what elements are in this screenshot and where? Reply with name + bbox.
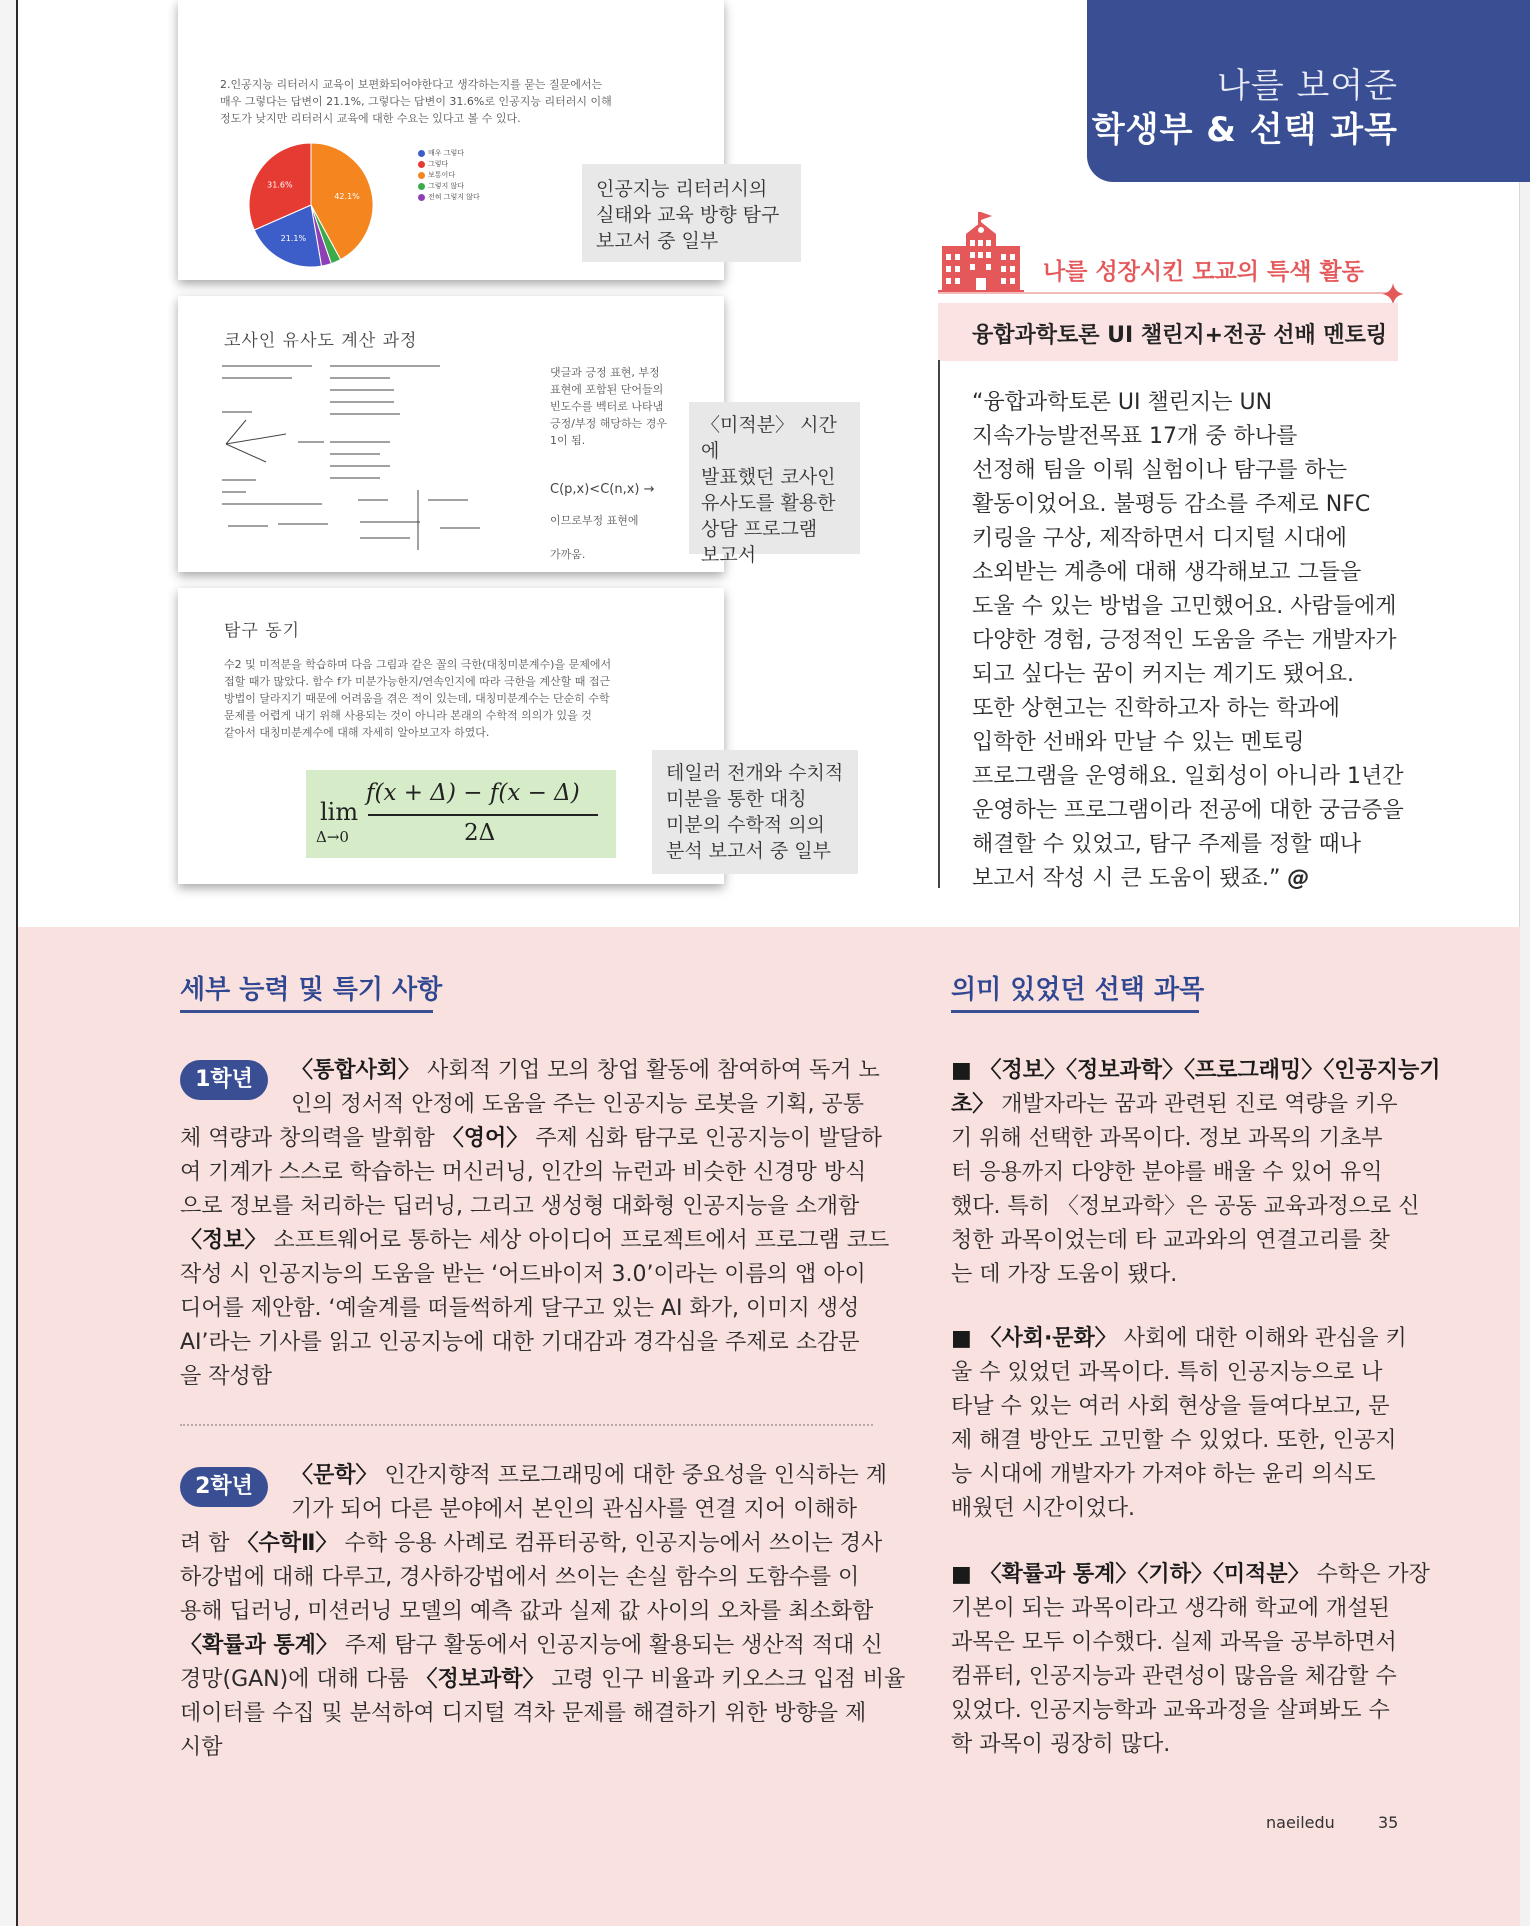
quote-line: [972, 862, 1432, 896]
text-line: [951, 1390, 1401, 1424]
text-line: [951, 1458, 1401, 1492]
text-segment: 학 과목이 굉장히 많다.: [951, 1732, 1171, 1757]
text-line: [951, 1224, 1401, 1258]
lim-subscript: Δ→0: [316, 828, 349, 846]
text-line: [180, 1190, 875, 1224]
sparkle-icon: [1382, 283, 1404, 305]
text-line: [951, 1694, 1401, 1728]
quote-line: 되고 싶다는 꿈이 커지는 계기도 됐어요.: [972, 662, 1354, 687]
text-segment: 으로 정보를 처리하는 딥러닝, 그리고 생성형 대화형 인공지능을 소개함: [180, 1194, 860, 1219]
legend-swatch: [418, 161, 425, 168]
caption-line: 발표했던 코사인: [701, 466, 836, 488]
text-line: [951, 1492, 1401, 1526]
year1-badge: 1학년: [180, 1060, 268, 1100]
legend-label: 그렇지 않다: [428, 182, 465, 190]
text-segment: 개발자라는 꿈과 관련된 진로 역량을 키우: [994, 1092, 1398, 1117]
caption-line: 보고서: [701, 544, 757, 566]
quote-line-text: 해결할 수 있었고, 탐구 주제를 정할 때나: [972, 832, 1361, 857]
header-line1: 나를 보여준: [1216, 66, 1398, 106]
caption-line: 상담 프로그램: [701, 518, 818, 540]
text-segment: 려 함: [180, 1531, 237, 1556]
text-segment: 있었다. 인공지능학과 교육과정을 살펴봐도 수: [951, 1698, 1390, 1723]
bold-segment: 〈확률과 통계〉: [180, 1633, 338, 1658]
text-line: [180, 1156, 875, 1190]
legend-label: 그렇다: [428, 160, 449, 168]
motive-text-line: 같아서 대칭미분계수에 대해 자세히 알아보고자 하였다.: [224, 726, 490, 739]
text-line: [180, 1224, 890, 1258]
motive-title: 탐구 동기: [224, 621, 301, 641]
cosine-note-line: 빈도수를 벡터로 나타냄: [550, 400, 664, 413]
text-segment: 체 역량과 창의력을 발휘함: [180, 1126, 442, 1151]
quote-line: 소외받는 계층에 대해 생각해보고 그들을: [972, 560, 1362, 585]
quote-line: 프로그램을 운영해요. 일회성이 아니라 1년간: [972, 764, 1404, 789]
text-segment: 기가 되어 다른 분야에서 본인의 관심사를 연결 지어 이해하: [291, 1497, 857, 1522]
legend-entry: [418, 148, 480, 159]
numerator: f(x + Δ) − f(x − Δ): [366, 780, 580, 806]
caption-line: 분석 보고서 중 일부: [666, 840, 831, 862]
survey-text-line: 정도가 낮지만 리터러시 교육에 대한 수요는 있다고 볼 수 있다.: [220, 112, 521, 125]
text-segment: 고령 인구 비율과 키오스크 입점 비율: [544, 1667, 906, 1692]
legend-swatch: [418, 194, 425, 201]
text-line: [180, 1054, 880, 1088]
year2-badge: 2학년: [180, 1467, 268, 1507]
text-segment: 울 수 있었던 과목이다. 특히 인공지능으로 나: [951, 1360, 1383, 1385]
quote-line: 지속가능발전목표 17개 중 하나를: [972, 424, 1298, 449]
pie-chart: [246, 140, 376, 270]
legend-swatch: [418, 172, 425, 179]
caption-line: 유사도를 활용한: [701, 492, 836, 514]
quote-line: 입학한 선배와 만날 수 있는 멘토링: [972, 730, 1305, 755]
handwritten-math: [218, 360, 548, 560]
text-line: [951, 1356, 1401, 1390]
text-segment: 주제 탐구 활동에서 인공지능에 활용되는 생산적 적대 신: [337, 1633, 883, 1658]
text-line: [951, 1660, 1401, 1694]
cosine-note-line: 긍정/부정 해당하는 경우: [550, 417, 667, 430]
motive-caption: [652, 750, 858, 874]
text-line: [180, 1258, 875, 1292]
text-segment: 과목은 모두 이수했다. 실제 과목을 공부하면서: [951, 1630, 1397, 1655]
subjects-title: 의미 있었던 선택 과목: [951, 975, 1205, 1005]
caption-line: 보고서 중 일부: [596, 230, 719, 252]
text-segment: 여 기계가 스스로 학습하는 머신러닝, 인간의 뉴런과 비슷한 신경망 방식: [180, 1160, 867, 1185]
motive-text-line: 접할 때가 많았다. 함수 f가 미분가능한지/연속인지에 따라 극한을 계산할 때 접근: [224, 675, 611, 688]
year1-record: [180, 1054, 890, 1394]
bold-segment: 〈정보〉: [180, 1228, 267, 1253]
section-header-tab: [1087, 0, 1530, 182]
text-segment: 데이터를 수집 및 분석하여 디지털 격차 문제를 해결하기 위한 방향을 제: [180, 1701, 867, 1726]
bold-segment: 〈정보과학〉: [415, 1667, 545, 1692]
limit-formula-box: [306, 770, 616, 858]
text-line: [180, 1527, 883, 1561]
text-segment: 는 데 가장 도움이 됐다.: [951, 1262, 1178, 1287]
text-segment: 주제 심화 탐구로 인공지능이 발달하: [528, 1126, 883, 1151]
quote-line: 다양한 경험, 긍정적인 도움을 주는 개발자가: [972, 628, 1397, 653]
bold-segment: 〈수학Ⅱ〉: [236, 1531, 338, 1556]
dotted-divider: [180, 1424, 873, 1426]
page-edge: [1519, 0, 1530, 1926]
text-segment: 시함: [180, 1735, 223, 1760]
school-building-icon: [938, 212, 1024, 294]
text-segment: 타날 수 있는 여러 사회 현상을 들여다보고, 문: [951, 1394, 1390, 1419]
cosine-note-line: 댓글과 긍정 표현, 부정: [550, 366, 660, 379]
text-line: [951, 1322, 1407, 1356]
pie-data-label: 42.1%: [334, 191, 360, 201]
subject-block: [951, 1054, 1441, 1292]
legend-entry: [418, 181, 480, 192]
activity-subtitle: 융합과학토론 UI 챌린지+전공 선배 멘토링: [972, 323, 1388, 348]
cosine-formula: C(p,x)<C(n,x) →: [550, 482, 655, 497]
quote-line: “융합과학토론 UI 챌린지는 UN: [972, 390, 1273, 415]
motive-report-card: [178, 588, 724, 884]
quote-line-text: 보고서 작성 시 큰 도움이 됐죠.”: [972, 866, 1281, 891]
motive-text-line: 수2 및 미적분을 학습하며 다음 그림과 같은 꼴의 극한(대칭미분계수)을 문제에서: [224, 658, 612, 671]
survey-text-line: 2.인공지능 리터러시 교육이 보편화되어야한다고 생각하는지를 묻는 질문에서는: [220, 78, 603, 91]
bold-segment: 초〉: [951, 1092, 995, 1117]
pie-legend: [418, 148, 480, 203]
text-segment: 경망(GAN)에 대해 다룸: [180, 1667, 416, 1692]
text-line: [180, 1360, 875, 1394]
text-line: [951, 1424, 1401, 1458]
caption-line: 미분을 통한 대칭: [666, 788, 807, 810]
details-title: 세부 능력 및 특기 사항: [180, 975, 443, 1005]
caption-line: 〈미적분〉 시간에: [701, 414, 837, 462]
text-line: [951, 1592, 1401, 1626]
text-segment: 작성 시 인공지능의 도움을 받는 ‘어드바이저 3.0’이라는 이름의 앱 아이: [180, 1262, 866, 1287]
text-line: [180, 1595, 875, 1629]
legend-swatch: [418, 183, 425, 190]
subject-block: [951, 1322, 1407, 1526]
end-mark: @: [1287, 866, 1310, 891]
legend-label: 보통이다: [428, 171, 456, 179]
quote-line: 도울 수 있는 방법을 고민했어요. 사람들에게: [972, 594, 1397, 619]
survey-text: [220, 76, 720, 127]
text-line: [180, 1561, 875, 1595]
cosine-note2: 이므로부정 표현에: [550, 514, 639, 527]
subjects-underline: [951, 1010, 1199, 1013]
text-line: [951, 1558, 1430, 1592]
pie-data-label: 21.1%: [280, 233, 307, 243]
text-line: [180, 1663, 906, 1697]
text-line: [951, 1728, 1401, 1762]
text-segment: 컴퓨터, 인공지능과 관련성이 많음을 체감할 수: [951, 1664, 1397, 1689]
text-segment: 디어를 제안함. ‘예술계를 떠들썩하게 달구고 있는 AI 화가, 이미지 생성: [180, 1296, 860, 1321]
text-line: [951, 1190, 1420, 1224]
bold-segment: ■ 〈확률과 통계〉〈기하〉〈미적분〉: [951, 1562, 1310, 1587]
caption-line: 실태와 교육 방향 탐구: [596, 204, 780, 226]
cosine-note-line: 1이 됨.: [550, 434, 586, 447]
quote-line: 활동이었어요. 불평등 감소를 주제로 NFC: [972, 492, 1371, 517]
text-line: [180, 1122, 883, 1156]
footer-brand: naeiledu: [1266, 1813, 1335, 1832]
activity-subtitle-box: [938, 303, 1398, 361]
cosine-note-line: 표현에 포함된 단어들의: [550, 383, 664, 396]
text-segment: 하강법에 대해 다루고, 경사하강법에서 쓰이는 손실 함수의 도함수를 이: [180, 1565, 860, 1590]
text-line: [180, 1731, 875, 1765]
survey-text-line: 매우 그렇다는 답변이 21.1%, 그렇다는 답변이 31.6%로 인공지능 리터러시 이해: [220, 95, 612, 108]
bold-segment: 〈영어〉: [441, 1126, 529, 1151]
text-line: [180, 1697, 875, 1731]
text-segment: 용해 딥러닝, 미션러닝 모델의 예측 값과 실제 값 사이의 오차를 최소화함: [180, 1599, 874, 1624]
motive-text-line: 문제를 어렵게 내기 위해 사용되는 것이 아니라 본래의 수학적 의의가 있을 것: [224, 709, 592, 722]
text-line: [951, 1156, 1401, 1190]
quote-line: 선정해 팀을 이뤄 실험이나 탐구를 하는: [972, 458, 1347, 483]
text-segment: 배웠던 시간이었다.: [951, 1496, 1136, 1521]
text-line: [180, 1629, 883, 1663]
caption-line: 테일러 전개와 수치적: [666, 762, 844, 784]
legend-entry: [418, 159, 480, 170]
cosine-report-card: [178, 296, 724, 572]
legend-entry: [418, 170, 480, 181]
text-segment: 능 시대에 개발자가 가져야 하는 윤리 의식도: [951, 1462, 1376, 1487]
legend-label: 전혀 그렇지 않다: [428, 193, 480, 201]
text-segment: 사회에 대한 이해와 관심을 키: [1116, 1326, 1407, 1351]
quote-line: 또한 상현고는 진학하고자 하는 학과에: [972, 696, 1341, 721]
text-line: [951, 1088, 1401, 1122]
cosine-title: 코사인 유사도 계산 과정: [224, 331, 418, 351]
details-underline: [180, 1010, 433, 1013]
text-segment: 했다. 특히 〈정보과학〉은 공동 교육과정으로 신: [951, 1194, 1420, 1219]
page-edge: [0, 0, 18, 1926]
text-line: [180, 1292, 875, 1326]
survey-caption: [582, 164, 801, 262]
text-segment: 청한 과목이었는데 타 교과와의 연결고리를 찾: [951, 1228, 1390, 1253]
text-line: [951, 1054, 1441, 1088]
activity-quote: [972, 386, 1432, 896]
text-segment: 기본이 되는 과목이라고 생각해 학교에 개설된: [951, 1596, 1390, 1621]
bold-segment: 〈통합사회〉: [291, 1058, 421, 1083]
caption-line: 미분의 수학적 의의: [666, 814, 825, 836]
pie-data-label: 31.6%: [267, 180, 293, 190]
text-segment: 을 작성함: [180, 1364, 273, 1389]
motive-text-line: 방법이 달라지기 때문에 어려움을 겪은 적이 있는데, 대칭미분계수는 단순히 수학: [224, 692, 610, 705]
page-number: 35: [1378, 1813, 1399, 1832]
fraction-bar: [368, 814, 598, 816]
text-segment: 인간지향적 프로그래밍에 대한 중요성을 인식하는 계: [377, 1463, 888, 1488]
denominator: 2Δ: [464, 820, 496, 846]
quote-line: 키링을 구상, 제작하면서 디지털 시대에: [972, 526, 1347, 551]
text-segment: 제 해결 방안도 고민할 수 있었다. 또한, 인공지: [951, 1428, 1397, 1453]
legend-entry: [418, 192, 480, 203]
lim-word: lim: [320, 798, 359, 826]
header-line2: 학생부 & 선택 과목: [1091, 110, 1398, 150]
bold-segment: ■ 〈정보〉〈정보과학〉〈프로그래밍〉〈인공지능기: [951, 1058, 1441, 1083]
text-segment: 인의 정서적 안정에 도움을 주는 인공지능 로봇을 기획, 공통: [291, 1092, 864, 1117]
text-line: [180, 1088, 875, 1122]
text-line: [951, 1626, 1401, 1660]
activity-title: 나를 성장시킨 모교의 특색 활동: [1043, 259, 1364, 285]
legend-label: 매우 그렇다: [428, 149, 465, 157]
quote-line: 운영하는 프로그램이라 전공에 대한 궁금증을: [972, 798, 1404, 823]
text-segment: 터 응용까지 다양한 분야를 배울 수 있어 유익: [951, 1160, 1383, 1185]
text-line: [180, 1326, 875, 1360]
year2-record: [180, 1459, 906, 1765]
cosine-notes: [550, 364, 667, 449]
text-segment: 사회적 기업 모의 창업 활동에 참여하여 독거 노: [420, 1058, 880, 1083]
bold-segment: ■ 〈사회·문화〉: [951, 1326, 1117, 1351]
activity-divider: [938, 292, 1398, 294]
subject-block: [951, 1558, 1430, 1762]
quote-rule: [938, 360, 940, 888]
quote-line: [972, 828, 1432, 862]
motive-text: [224, 656, 724, 741]
text-segment: 수학 응용 사례로 컴퓨터공학, 인공지능에서 쓰이는 경사: [337, 1531, 883, 1556]
text-line: [951, 1258, 1401, 1292]
cosine-note3: 가까움.: [550, 548, 586, 561]
cosine-caption: [689, 402, 860, 566]
text-segment: 기 위해 선택한 과목이다. 정보 과목의 기초부: [951, 1126, 1383, 1151]
bold-segment: 〈문학〉: [291, 1463, 378, 1488]
text-segment: AI’라는 기사를 읽고 인공지능에 대한 기대감과 경각심을 주제로 소감문: [180, 1330, 860, 1355]
legend-swatch: [418, 150, 425, 157]
caption-line: 인공지능 리터러시의: [596, 178, 768, 200]
text-segment: 소프트웨어로 통하는 세상 아이디어 프로젝트에서 프로그램 코드: [266, 1228, 890, 1253]
text-line: [180, 1493, 875, 1527]
text-segment: 수학은 가장: [1309, 1562, 1430, 1587]
text-line: [180, 1459, 888, 1493]
text-line: [951, 1122, 1401, 1156]
